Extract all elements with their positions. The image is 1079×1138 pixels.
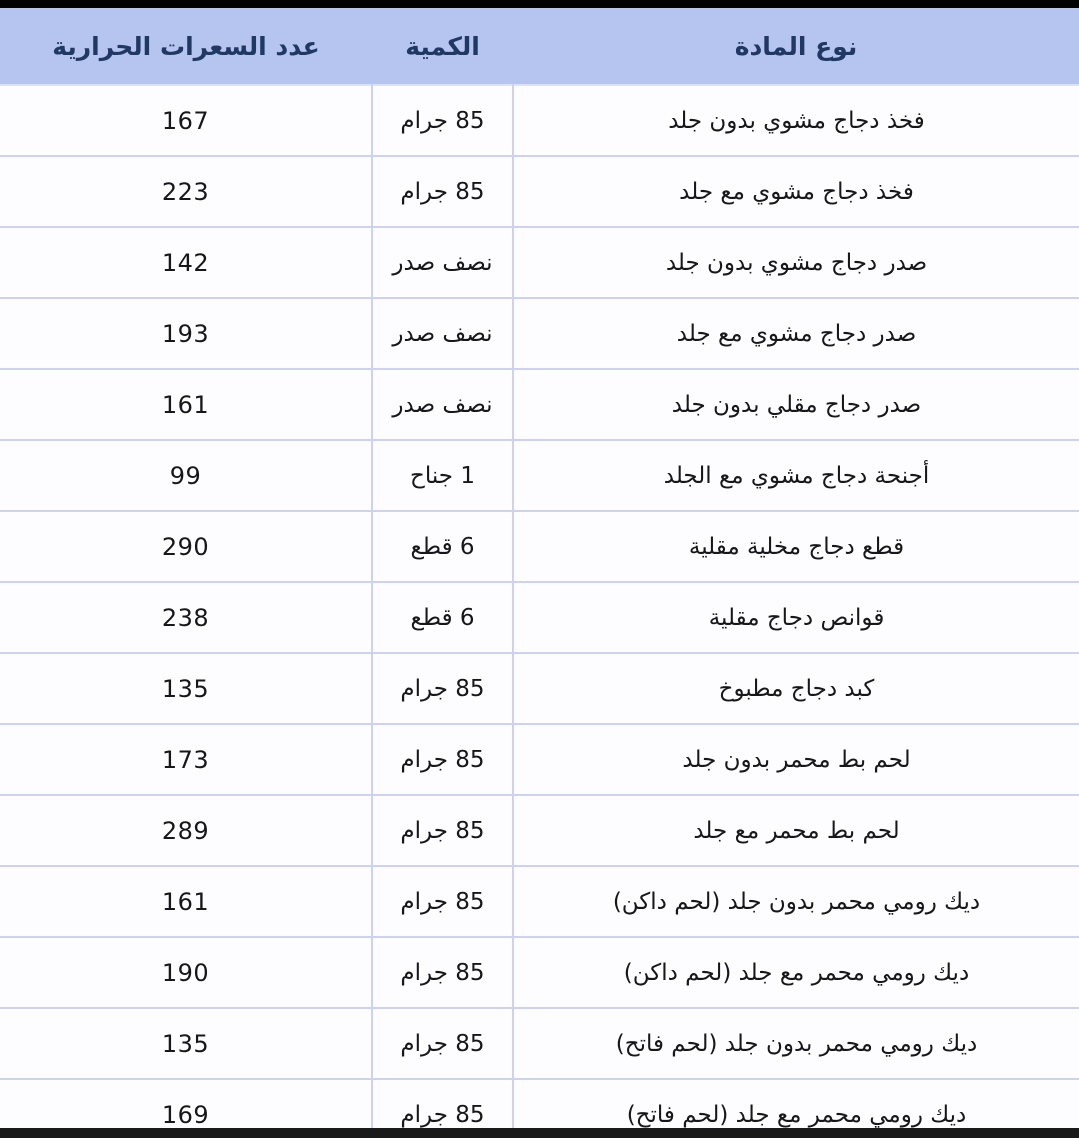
column-header-calories: عدد السعرات الحرارية	[0, 8, 372, 85]
table-row	[0, 227, 1079, 298]
table-row	[0, 511, 1079, 582]
cell-quantity: 6 قطع	[372, 582, 513, 653]
table-row	[0, 795, 1079, 866]
cell-quantity: 85 جرام	[372, 653, 513, 724]
table-body	[0, 85, 1079, 1128]
cell-quantity: 85 جرام	[372, 85, 513, 156]
top-frame-bar	[0, 0, 1079, 8]
cell-calories: 193	[0, 298, 372, 369]
table-row	[0, 369, 1079, 440]
table-row	[0, 85, 1079, 156]
table-row	[0, 724, 1079, 795]
cell-quantity: 6 قطع	[372, 511, 513, 582]
cell-calories: 161	[0, 369, 372, 440]
cell-item-name: صدر دجاج مقلي بدون جلد	[513, 369, 1079, 440]
cell-calories: 135	[0, 653, 372, 724]
bottom-frame-bar	[0, 1128, 1079, 1138]
cell-calories: 190	[0, 937, 372, 1008]
cell-calories: 290	[0, 511, 372, 582]
cell-calories: 169	[0, 1079, 372, 1128]
cell-item-name: أجنحة دجاج مشوي مع الجلد	[513, 440, 1079, 511]
cell-item-name: ديك رومي محمر بدون جلد (لحم داكن)	[513, 866, 1079, 937]
table-header	[0, 8, 1079, 85]
cell-quantity: 85 جرام	[372, 937, 513, 1008]
cell-quantity: 85 جرام	[372, 866, 513, 937]
header-row	[0, 8, 1079, 85]
cell-item-name: لحم بط محمر بدون جلد	[513, 724, 1079, 795]
cell-calories: 289	[0, 795, 372, 866]
cell-quantity: 85 جرام	[372, 795, 513, 866]
cell-item-name: فخذ دجاج مشوي بدون جلد	[513, 85, 1079, 156]
cell-quantity: 85 جرام	[372, 724, 513, 795]
cell-item-name: قوانص دجاج مقلية	[513, 582, 1079, 653]
cell-calories: 142	[0, 227, 372, 298]
cell-item-name: صدر دجاج مشوي بدون جلد	[513, 227, 1079, 298]
table-row	[0, 156, 1079, 227]
cell-calories: 99	[0, 440, 372, 511]
cell-quantity: 85 جرام	[372, 1079, 513, 1128]
table-row	[0, 440, 1079, 511]
table-row	[0, 1079, 1079, 1128]
cell-item-name: فخذ دجاج مشوي مع جلد	[513, 156, 1079, 227]
cell-item-name: صدر دجاج مشوي مع جلد	[513, 298, 1079, 369]
cell-quantity: 85 جرام	[372, 1008, 513, 1079]
cell-item-name: ديك رومي محمر مع جلد (لحم داكن)	[513, 937, 1079, 1008]
table-row	[0, 298, 1079, 369]
cell-calories: 223	[0, 156, 372, 227]
table-row	[0, 866, 1079, 937]
cell-item-name: قطع دجاج مخلية مقلية	[513, 511, 1079, 582]
column-header-quantity: الكمية	[372, 8, 513, 85]
table-row	[0, 653, 1079, 724]
cell-calories: 238	[0, 582, 372, 653]
cell-calories: 135	[0, 1008, 372, 1079]
cell-item-name: كبد دجاج مطبوخ	[513, 653, 1079, 724]
cell-item-name: ديك رومي محمر بدون جلد (لحم فاتح)	[513, 1008, 1079, 1079]
cell-quantity: نصف صدر	[372, 298, 513, 369]
cell-item-name: ديك رومي محمر مع جلد (لحم فاتح)	[513, 1079, 1079, 1128]
nutrition-table	[0, 8, 1079, 1128]
cell-quantity: نصف صدر	[372, 227, 513, 298]
nutrition-table-container	[0, 8, 1079, 1128]
table-row	[0, 937, 1079, 1008]
cell-quantity: نصف صدر	[372, 369, 513, 440]
cell-quantity: 85 جرام	[372, 156, 513, 227]
cell-calories: 173	[0, 724, 372, 795]
cell-item-name: لحم بط محمر مع جلد	[513, 795, 1079, 866]
cell-calories: 161	[0, 866, 372, 937]
table-row	[0, 1008, 1079, 1079]
cell-calories: 167	[0, 85, 372, 156]
cell-quantity: 1 جناح	[372, 440, 513, 511]
column-header-item: نوع المادة	[513, 8, 1079, 85]
table-row	[0, 582, 1079, 653]
